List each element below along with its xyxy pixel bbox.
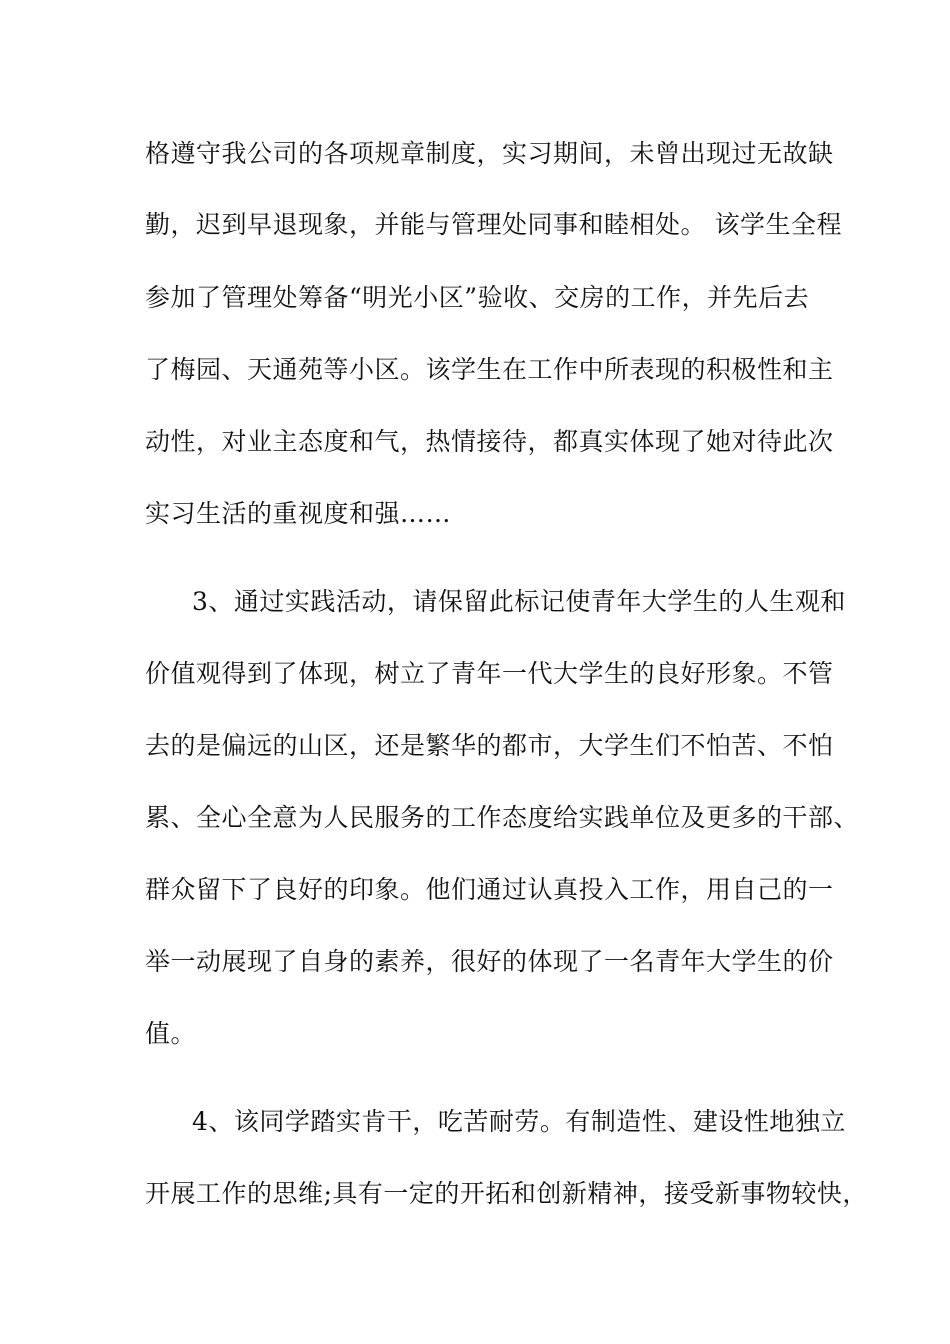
- text-line-15: 开展工作的思维;具有一定的开拓和创新精神，接受新事物较快，: [145, 1179, 868, 1208]
- text-line-1: 格遵守我公司的各项规章制度，实习期间，未曾出现过无故缺: [145, 139, 834, 168]
- text-line-6: 实习生活的重视度和强……: [145, 499, 452, 528]
- text-line-2: 勤，迟到早退现象，并能与管理处同事和睦相处。 该学生全程: [145, 210, 842, 239]
- text-line-8: 价值观得到了体现，树立了青年一代大学生的良好形象。不管: [145, 659, 834, 688]
- text-line-11: 群众留下了良好的印象。他们通过认真投入工作，用自己的一: [145, 875, 834, 904]
- text-line-14: 4、该同学踏实肯干，吃苦耐劳。有制造性、建设性地独立: [192, 1107, 846, 1136]
- text-line-5: 动性，对业主态度和气，热情接待，都真实体现了她对待此次: [145, 427, 834, 456]
- text-line-7: 3、通过实践活动，请保留此标记使青年大学生的人生观和: [192, 587, 846, 616]
- text-line-12: 举一动展现了自身的素养，很好的体现了一名青年大学生的价: [145, 947, 834, 976]
- text-line-3: 参加了管理处筹备“明光小区”验收、交房的工作，并先后去: [145, 283, 810, 312]
- text-line-10: 累、全心全意为人民服务的工作态度给实践单位及更多的干部、: [145, 803, 860, 832]
- text-line-4: 了梅园、天通苑等小区。该学生在工作中所表现的积极性和主: [145, 355, 834, 384]
- text-line-9: 去的是偏远的山区，还是繁华的都市，大学生们不怕苦、不怕: [145, 731, 834, 760]
- text-line-13: 值。: [145, 1019, 197, 1048]
